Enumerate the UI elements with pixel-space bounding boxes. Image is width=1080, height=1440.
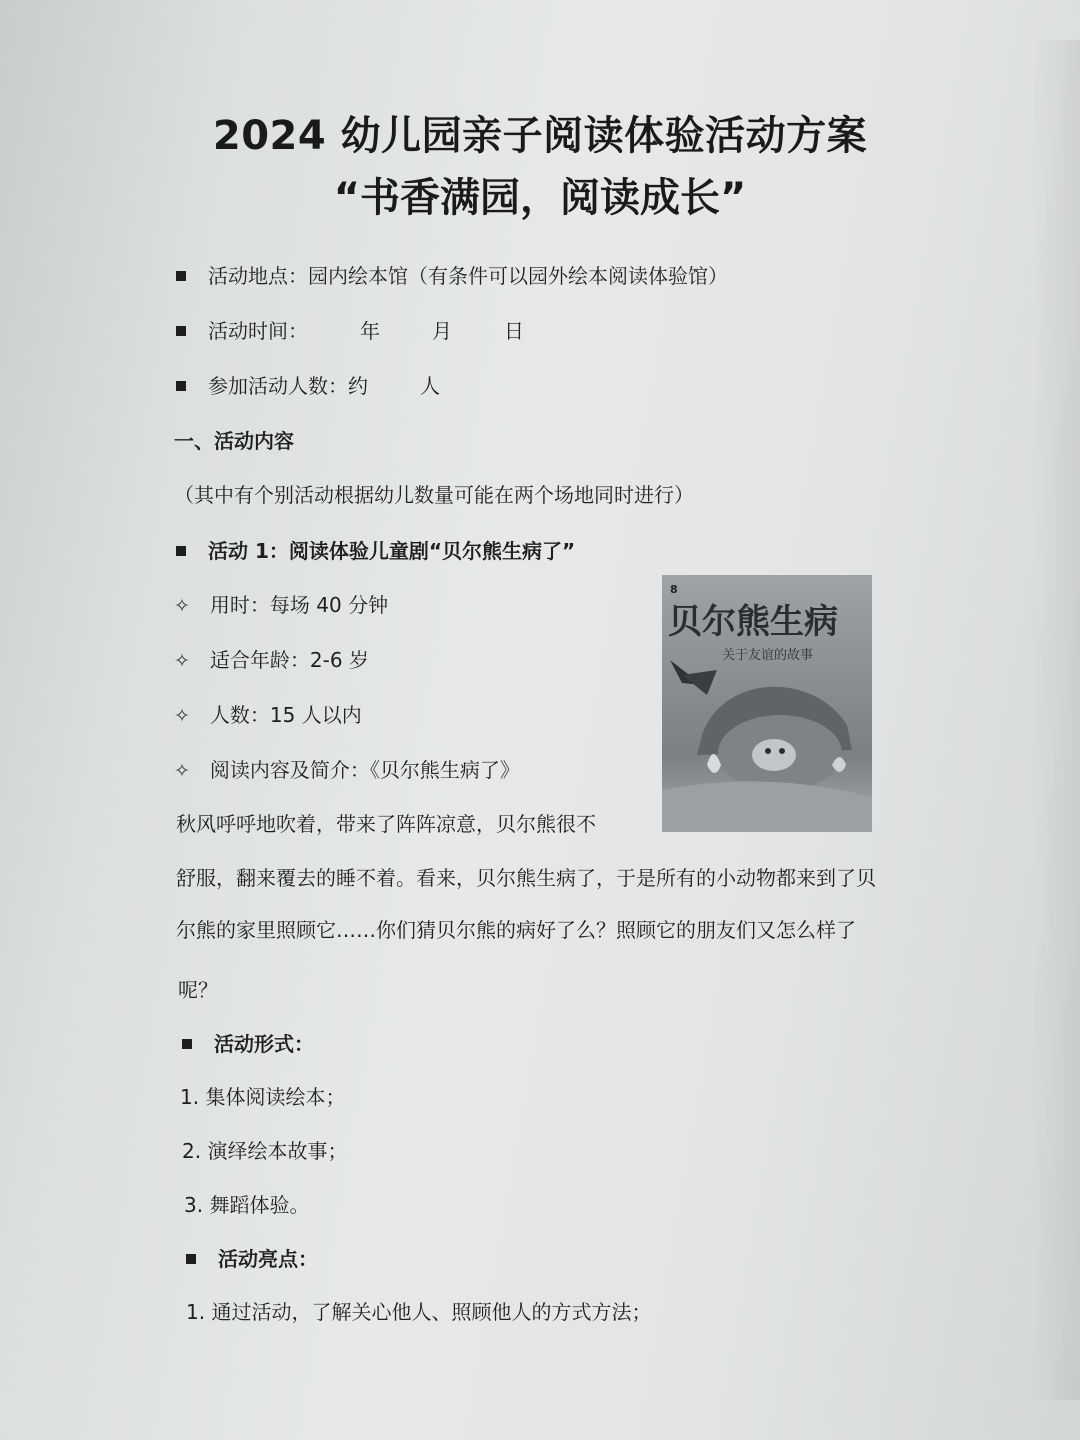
diamond-bullet-icon: ✧ <box>174 595 190 617</box>
form-heading: 活动形式： <box>182 1030 314 1058</box>
activity1-heading: 活动 1：阅读体验儿童剧“贝尔熊生病了” <box>176 537 575 565</box>
section-heading-content: 一、活动内容 <box>174 429 294 453</box>
document-title: 2024 幼儿园亲子阅读体验活动方案 <box>212 113 868 159</box>
activity1-detail-duration: ✧ 用时：每场 40 分钟 <box>174 591 388 620</box>
book-subtitle: 关于友谊的故事 <box>722 648 814 663</box>
info-people: 参加活动人数：约 人 <box>176 372 440 400</box>
activity1-detail-count: ✧ 人数：15 人以内 <box>174 701 362 730</box>
summary-line-3: 尔熊的家里照顾它……你们猜贝尔熊的病好了么？照顾它的朋友们又怎么样了 <box>176 918 856 942</box>
diamond-bullet-icon: ✧ <box>174 705 190 727</box>
square-bullet-icon <box>182 1039 192 1049</box>
info-location: 活动地点：园内绘本馆（有条件可以园外绘本阅读体验馆） <box>176 262 728 290</box>
square-bullet-icon <box>186 1254 196 1264</box>
diamond-bullet-icon: ✧ <box>174 650 190 672</box>
form-item-1: 1. 集体阅读绘本； <box>180 1085 346 1109</box>
book-title: 贝尔熊生病 <box>668 602 838 642</box>
form-item-3: 3. 舞蹈体验。 <box>184 1193 310 1217</box>
form-item-2: 2. 演绎绘本故事； <box>182 1139 348 1163</box>
activity1-detail-age: ✧ 适合年龄：2-6 岁 <box>174 646 369 675</box>
square-bullet-icon <box>176 326 186 336</box>
summary-line-2: 舒服，翻来覆去的睡不着。看来，贝尔熊生病了，于是所有的小动物都来到了贝 <box>176 866 876 890</box>
section-note: （其中有个别活动根据幼儿数量可能在两个场地同时进行） <box>174 483 694 507</box>
summary-line-4: 呢？ <box>178 978 218 1002</box>
diamond-bullet-icon: ✧ <box>174 760 190 782</box>
summary-line-1: 秋风呼呼地吹着，带来了阵阵凉意，贝尔熊很不 <box>176 812 596 836</box>
page-shadow <box>1032 40 1080 1400</box>
book-series-tag: 8 <box>670 583 678 596</box>
book-cover-image <box>662 575 872 832</box>
book-cover-illustration <box>662 575 872 832</box>
highlights-heading: 活动亮点： <box>186 1245 318 1273</box>
square-bullet-icon <box>176 271 186 281</box>
info-time: 活动时间： 年 月 日 <box>176 317 524 345</box>
activity1-detail-reading: ✧ 阅读内容及简介：《贝尔熊生病了》 <box>174 756 520 785</box>
square-bullet-icon <box>176 381 186 391</box>
document-subtitle: “书香满园，阅读成长” <box>333 175 747 221</box>
square-bullet-icon <box>176 546 186 556</box>
highlights-item-1: 1. 通过活动，了解关心他人、照顾他人的方式方法； <box>186 1300 652 1324</box>
